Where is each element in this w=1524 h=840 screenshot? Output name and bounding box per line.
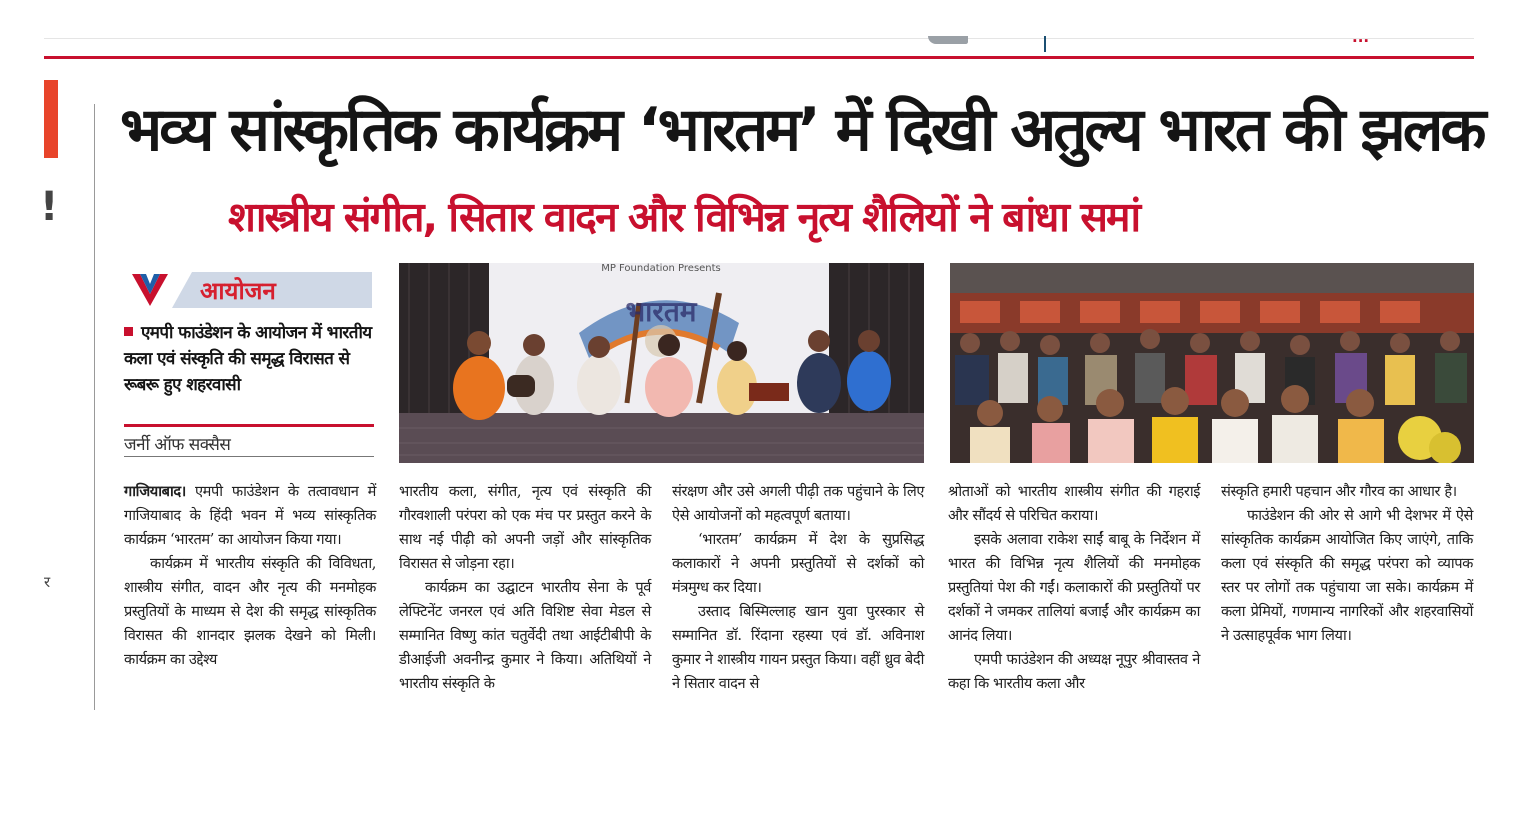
summary-text: एमपी फाउंडेशन के आयोजन में भारतीय कला एवं संस्कृति की समृद्ध विरासत से रूबरू हुए शहरवासी — [124, 323, 372, 395]
paragraph: ‘भारतम’ कार्यक्रम में देश के सुप्रसिद्ध कलाकारों ने अपनी प्रस्तुतियों से दर्शकों को मंत्रमुग्ध कर दिया। — [672, 531, 924, 596]
paragraph: एमपी फाउंडेशन की अध्यक्ष नूपुर श्रीवास्तव ने कहा कि भारतीय कला और — [948, 651, 1200, 692]
edge-fragment: ! — [40, 184, 59, 230]
paragraph: कार्यक्रम में भारतीय संस्कृति की विविधता, शास्त्रीय संगीत, वादन और नृत्य की मनमोहक प्रस्तुतियों के माध्यम से देश की समृद्ध सांस्कृतिक विरासत की शानदार झलक देखने को मिली। कार्यक्रम का उद्देश्य — [124, 555, 376, 668]
paragraph: भारतीय कला, संगीत, नृत्य एवं संस्कृति की गौरवशाली परंपरा को एक मंच पर प्रस्तुत करने के साथ नई पीढ़ी को अपनी जड़ों और सांस्कृतिक विरासत से जोड़ना रहा। — [399, 483, 651, 572]
masthead-decoration — [928, 36, 968, 44]
masthead-divider — [1044, 36, 1046, 52]
masthead-red-rule — [44, 56, 1474, 59]
article-column-4 — [948, 480, 1200, 696]
masthead-thin-rule — [44, 38, 1474, 39]
paragraph: एमपी फाउंडेशन के तत्वावधान में गाजियाबाद के हिंदी भवन में भव्य सांस्कृतिक कार्यक्रम ‘भारतम’ का आयोजन किया गया। — [124, 483, 376, 548]
article-column-1 — [124, 480, 376, 672]
masthead-fragment: ... — [1352, 28, 1370, 46]
summary-rule — [124, 424, 374, 427]
subheadline: शास्त्रीय संगीत, सितार वादन और विभिन्न नृत्य शैलियों ने बांधा समां — [228, 193, 1140, 241]
left-red-marker — [44, 80, 58, 158]
paragraph: कार्यक्रम का उद्घाटन भारतीय सेना के पूर्व लेफ्टिनेंट जनरल एवं अति विशिष्ट सेवा मेडल से सम्मानित विष्णु कांत चतुर्वेदी तथा आईटीबीपी के डीआईजी अवनीन्द्र कुमार ने किया। अतिथियों ने भारतीय संस्कृति के — [399, 579, 651, 692]
byline-rule — [124, 456, 374, 457]
edge-fragment: र — [44, 573, 51, 591]
stage-banner-title: भारतम — [625, 295, 697, 328]
article-column-5 — [1221, 480, 1473, 648]
paragraph: संरक्षण और उसे अगली पीढ़ी तक पहुंचाने के लिए ऐसे आयोजनों को महत्वपूर्ण बताया। — [672, 483, 924, 524]
article-column-2 — [399, 480, 651, 696]
paragraph: इसके अलावा राकेश साईं बाबू के निर्देशन में भारत की विभिन्न नृत्य शैलियों की मनमोहक प्रस्तुतियां पेश की गईं। कलाकारों की प्रस्तुतियों पर दर्शकों ने जमकर तालियां बजाईं और कार्यक्रम का आनंद लिया। — [948, 531, 1200, 644]
column-divider — [94, 104, 95, 710]
foundation-logo-icon — [130, 270, 170, 308]
paragraph: संस्कृति हमारी पहचान और गौरव का आधार है। — [1221, 483, 1457, 500]
photo-audience — [950, 263, 1474, 463]
summary-deck — [124, 320, 374, 398]
paragraph: श्रोताओं को भारतीय शास्त्रीय संगीत की गहराई और सौंदर्य से परिचित कराया। — [948, 483, 1200, 524]
paragraph: फाउंडेशन की ओर से आगे भी देशभर में ऐसे सांस्कृतिक कार्यक्रम आयोजित किए जाएंगे, ताकि कला एवं संस्कृति की समृद्ध परंपरा को व्यापक स्तर पर लोगों तक पहुंचाया जा सके। कार्यक्रम में कला प्रेमियों, गणमान्य नागरिकों और शहरवासियों ने उत्साहपूर्वक भाग लिया। — [1221, 507, 1473, 644]
headline: भव्य सांस्कृतिक कार्यक्रम ‘भारतम’ में दिखी अतुल्य भारत की झलक — [120, 95, 1484, 165]
stage-banner-text: MP Foundation Presents — [601, 263, 721, 274]
paragraph: उस्ताद बिस्मिल्लाह खान युवा पुरस्कार से सम्मानित डॉ. रिंदाना रहस्या एवं डॉ. अविनाश कुमार ने शास्त्रीय गायन प्रस्तुत किया। वहीं ध्रुव बेदी ने सितार वादन से — [672, 603, 924, 692]
article-column-3 — [672, 480, 924, 696]
byline: जर्नी ऑफ सक्सैस — [124, 435, 231, 455]
section-tag: आयोजन — [200, 277, 276, 305]
photo-stage-performance — [399, 263, 924, 463]
bullet-icon — [124, 327, 133, 336]
dateline: गाजियाबाद। — [124, 483, 186, 500]
